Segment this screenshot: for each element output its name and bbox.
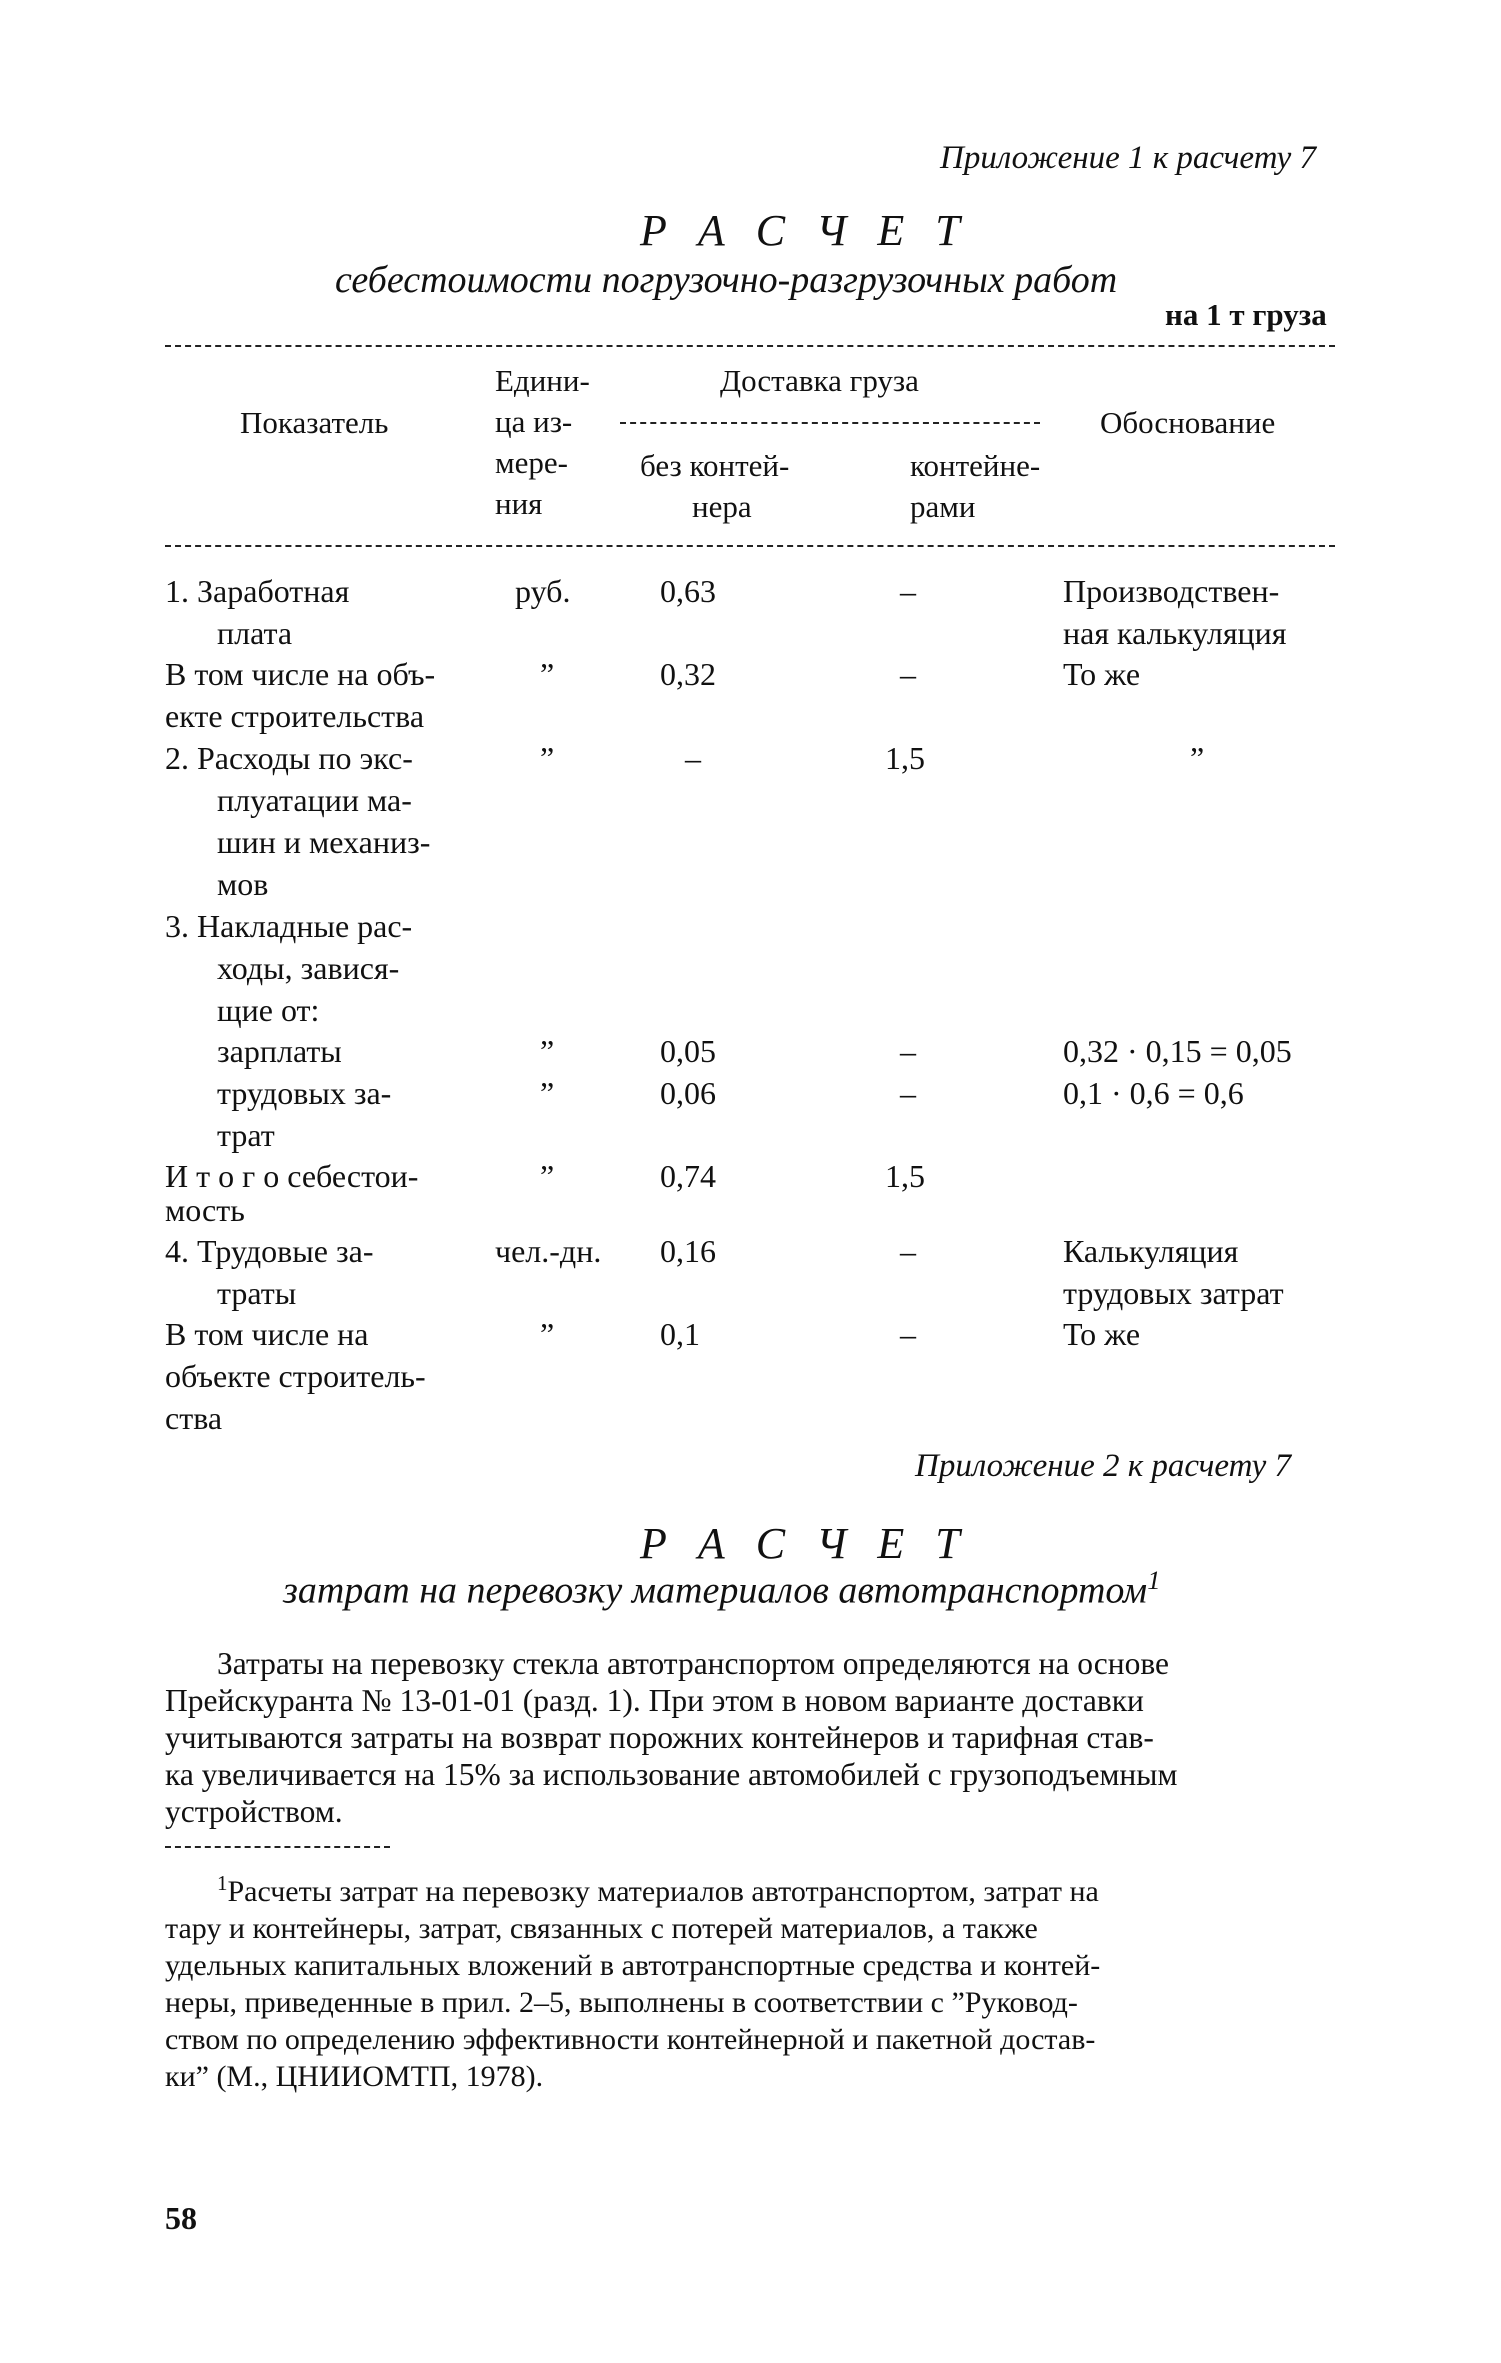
table-row-9-unit: ” xyxy=(540,1316,555,1352)
table-row-3-no-container: – xyxy=(685,740,701,776)
appendix-2-label: Приложение 2 к расчету 7 xyxy=(915,1448,1291,1484)
page-number: 58 xyxy=(165,2200,197,2236)
table-row-9-no-container: 0,1 xyxy=(660,1316,700,1352)
table-row-5-basis: 0,32 · 0,15 = 0,05 xyxy=(1063,1033,1292,1069)
table-row-3-container: 1,5 xyxy=(885,740,925,776)
table-row-8-basis: Калькуляция трудовых затрат xyxy=(1063,1233,1284,1311)
appendix-1-title: Р А С Ч Е Т xyxy=(640,206,970,255)
table-row-total-no-container: 0,74 xyxy=(660,1158,716,1194)
table-row-total-name: И т о г о себестои- мость xyxy=(165,1158,419,1228)
table-row-1-basis: Производствен- ная калькуляция xyxy=(1063,573,1287,651)
appendix-2-subtitle: затрат на перевозку материалов автотранспортом$^1$ xyxy=(283,1565,1161,1612)
table-top-rule xyxy=(165,345,1335,347)
header-delivery: Доставка груза xyxy=(720,363,919,398)
table-row-1-unit: руб. xyxy=(515,573,571,609)
table-row-2-unit: ” xyxy=(540,656,555,692)
table-row-9-basis: То же xyxy=(1063,1316,1141,1352)
table-row-5-container: – xyxy=(900,1033,916,1069)
header-delivery-rule xyxy=(620,422,1040,424)
header-container: контейне- рами xyxy=(910,448,1041,524)
header-indicator: Показатель xyxy=(240,405,389,440)
table-row-6-basis: 0,1 · 0,6 = 0,6 xyxy=(1063,1075,1244,1111)
table-row-4-name: 3. Накладные рас- ходы, завися- щие от: xyxy=(165,908,413,1028)
table-row-2-name: В том числе на объ- екте строительства xyxy=(165,656,436,734)
header-no-container: без контей- нера xyxy=(640,448,790,524)
header-bottom-rule xyxy=(165,545,1335,547)
table-row-2-no-container: 0,32 xyxy=(660,656,716,692)
header-unit: Едини- ца из- мере- ния xyxy=(495,363,590,521)
table-row-2-container: – xyxy=(900,656,916,692)
table-row-9-name: В том числе на объекте строитель- ства xyxy=(165,1316,426,1436)
table-row-5-name: зарплаты xyxy=(217,1033,342,1069)
paragraph: Затраты на перевозку стекла автотранспортом определяются на основе Прейскуранта № 13-01-01 (разд. 1). При этом в новом варианте доставки учитываются затраты на возврат порожних контейнеров и тарифная став- ка увеличивается на 15% за использование автомобилей с грузоподъемным устройством. xyxy=(165,1646,1178,1829)
table-row-5-unit: ” xyxy=(540,1033,555,1069)
table-row-6-container: – xyxy=(900,1075,916,1111)
table-row-8-unit: чел.-дн. xyxy=(495,1233,602,1269)
table-row-total-unit: ” xyxy=(540,1158,555,1194)
table-row-3-name: 2. Расходы по экс- плуатации ма- шин и механиз- мов xyxy=(165,740,431,902)
table-row-total-container: 1,5 xyxy=(885,1158,925,1194)
table-row-1-container: – xyxy=(900,573,916,609)
appendix-1-label: Приложение 1 к расчету 7 xyxy=(940,140,1316,176)
table-row-1-name: 1. Заработная плата xyxy=(165,573,350,651)
footnote: $^1$Расчеты затрат на перевозку материалов автотранспортом, затрат на тару и контейнеры, затрат, связанных с потерей материалов, а также удельных капитальных вложений в автотранспортные средства и контей- неры, приведенные в прил. 2–5, выполнены в соответствии с ”Руковод- ством по определению эффективности контейнерной и пакетной достав- ки” (М., ЦНИИОМТП, 1978). xyxy=(165,1871,1101,2093)
table-row-5-no-container: 0,05 xyxy=(660,1033,716,1069)
table-row-9-container: – xyxy=(900,1316,916,1352)
table-row-3-unit: ” xyxy=(540,740,555,776)
table-row-6-unit: ” xyxy=(540,1075,555,1111)
table-row-6-name: трудовых за- трат xyxy=(217,1075,392,1153)
footnote-mark: 1 xyxy=(1147,1565,1161,1595)
table-row-1-no-container: 0,63 xyxy=(660,573,716,609)
table-row-6-no-container: 0,06 xyxy=(660,1075,716,1111)
table-row-8-name: 4. Трудовые за- траты xyxy=(165,1233,374,1311)
appendix-1-subtitle: себестоимости погрузочно-разгрузочных работ xyxy=(335,259,1118,301)
appendix-2-title: Р А С Ч Е Т xyxy=(640,1519,970,1568)
unit-note: на 1 т груза xyxy=(1165,297,1327,332)
table-row-3-basis: ” xyxy=(1190,740,1205,776)
table-row-2-basis: То же xyxy=(1063,656,1141,692)
header-basis: Обоснование xyxy=(1100,405,1276,440)
table-row-8-no-container: 0,16 xyxy=(660,1233,716,1269)
footnote-separator xyxy=(165,1846,390,1848)
table-row-8-container: – xyxy=(900,1233,916,1269)
